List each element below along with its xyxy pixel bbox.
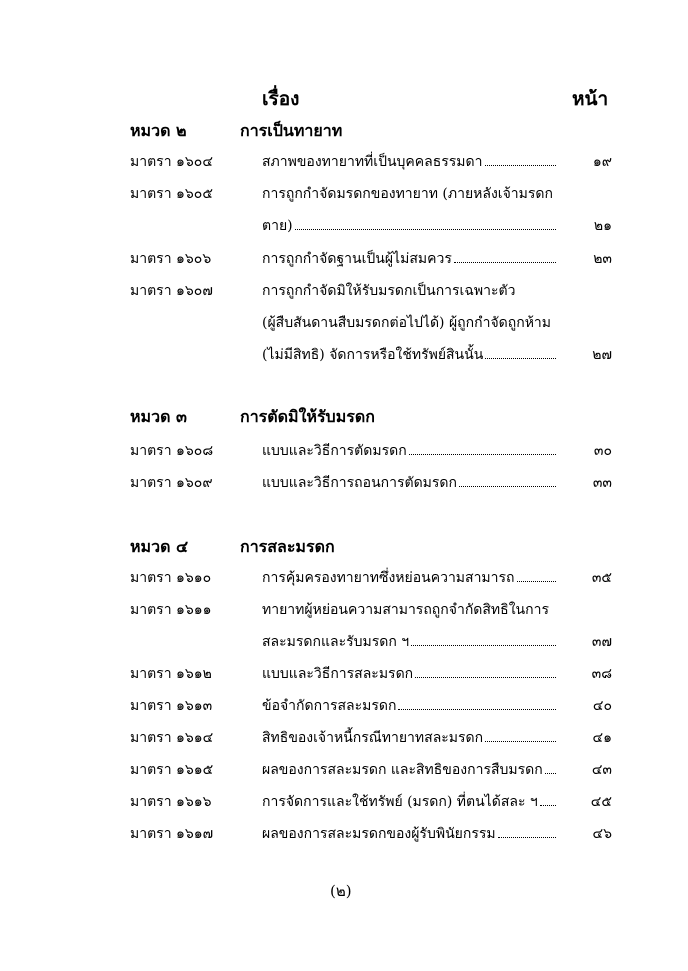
entry-title: สิทธิของเจ้าหนี้กรณีทายาทสละมรดก: [262, 730, 484, 746]
section-number: มาตรา ๑๖๑๕: [130, 762, 214, 778]
toc-line: [262, 727, 556, 749]
page-number: ๔๓: [591, 762, 612, 778]
page-number: ๓๕: [591, 570, 612, 586]
header-page: หน้า: [572, 88, 609, 110]
dot-leader: [485, 729, 556, 742]
toc-line: [262, 759, 556, 781]
page-number: ๔๐: [592, 698, 612, 714]
dot-leader: [485, 346, 556, 359]
chapter-label: หมวด ๔: [130, 537, 189, 556]
toc-line: [262, 791, 556, 813]
entry-title-cont: (ไม่มีสิทธิ) จัดการหรือใช้ทรัพย์สินนั้น: [262, 347, 484, 363]
dot-leader: [459, 474, 556, 487]
dot-leader: [485, 153, 557, 166]
toc-line: [262, 215, 556, 237]
page-number: ๒๓: [593, 251, 612, 267]
section-number: มาตรา ๑๖๐๗: [130, 283, 213, 299]
entry-title: การถูกกำจัดฐานเป็นผู้ไม่สมควร: [262, 251, 452, 267]
toc-line: [262, 567, 556, 589]
section-number: มาตรา ๑๖๑๗: [130, 826, 214, 842]
dot-leader: [540, 793, 556, 806]
page-number: ๔๕: [590, 794, 612, 810]
entry-title-cont: (ผู้สืบสันดานสืบมรดกต่อไปได้) ผู้ถูกกำจัดถูกห้าม: [262, 315, 552, 331]
section-number: มาตรา ๑๖๑๓: [130, 698, 213, 714]
entry-title: ผลของการสละมรดกของผู้รับพินัยกรรม: [262, 826, 496, 842]
toc-line: [262, 631, 556, 653]
entry-title: ทายาทผู้หย่อนความสามารถถูกจำกัดสิทธิในการ: [262, 602, 549, 618]
toc-line: [262, 695, 556, 717]
section-number: มาตรา ๑๖๑๒: [130, 666, 212, 682]
toc-line: [262, 248, 556, 270]
dot-leader: [454, 250, 556, 263]
toc-line: [262, 823, 556, 845]
page-number: ๓๗: [591, 634, 612, 650]
section-number: มาตรา ๑๖๑๖: [130, 794, 212, 810]
entry-title-cont: สละมรดกและรับมรดก ฯ: [262, 634, 410, 650]
dot-leader: [415, 665, 556, 678]
page-number: ๔๖: [592, 826, 612, 842]
dot-leader: [295, 217, 556, 230]
footer-page-number: (๒): [330, 882, 352, 900]
entry-title: ข้อจำกัดการสละมรดก: [262, 698, 397, 714]
chapter-title: การสละมรดก: [240, 537, 335, 556]
section-number: มาตรา ๑๖๑๑: [130, 602, 212, 618]
chapter-title: การตัดมิให้รับมรดก: [240, 407, 375, 426]
section-number: มาตรา ๑๖๐๙: [130, 475, 213, 491]
toc-line: [262, 472, 556, 494]
page-number: ๓๘: [591, 666, 612, 682]
dot-leader: [411, 633, 556, 646]
entry-title: การถูกกำจัดมิให้รับมรดกเป็นการเฉพาะตัว: [262, 283, 516, 299]
dot-leader: [517, 569, 556, 582]
dot-leader: [409, 442, 556, 455]
dot-leader: [398, 697, 556, 710]
entry-title-cont: ตาย): [262, 218, 293, 234]
section-number: มาตรา ๑๖๐๕: [130, 186, 213, 202]
entry-title: ผลของการสละมรดก และสิทธิของการสืบมรดก: [262, 762, 543, 778]
section-number: มาตรา ๑๖๑๐: [130, 570, 212, 586]
dot-leader: [498, 825, 556, 838]
toc-line: [262, 151, 556, 173]
chapter-label: หมวด ๒: [130, 121, 187, 140]
entry-title: สภาพของทายาทที่เป็นบุคคลธรรมดา: [262, 154, 483, 170]
section-number: มาตรา ๑๖๑๔: [130, 730, 214, 746]
header-topic: เรื่อง: [262, 88, 300, 110]
toc-line: [262, 344, 556, 366]
chapter-label: หมวด ๓: [130, 407, 187, 426]
toc-line: [262, 440, 556, 462]
page-number: ๒๑: [593, 218, 612, 234]
chapter-title: การเป็นทายาท: [240, 121, 343, 140]
entry-title: การคุ้มครองทายาทซึ่งหย่อนความสามารถ: [262, 570, 515, 586]
page-number: ๒๗: [592, 347, 612, 363]
section-number: มาตรา ๑๖๐๘: [130, 443, 214, 459]
entry-title: การถูกกำจัดมรดกของทายาท (ภายหลังเจ้ามรดก: [262, 186, 553, 202]
entry-title: แบบและวิธีการสละมรดก: [262, 666, 414, 682]
page-number: ๑๙: [592, 154, 612, 170]
page-number: ๔๑: [592, 730, 612, 746]
section-number: มาตรา ๑๖๐๖: [130, 251, 212, 267]
section-number: มาตรา ๑๖๐๔: [130, 154, 213, 170]
page-number: ๓๐: [593, 443, 612, 459]
entry-title: แบบและวิธีการถอนการตัดมรดก: [262, 475, 457, 491]
dot-leader: [545, 761, 556, 774]
page-number: ๓๓: [592, 475, 612, 491]
entry-title: แบบและวิธีการตัดมรดก: [262, 443, 407, 459]
toc-line: [262, 663, 556, 685]
entry-title: การจัดการและใช้ทรัพย์ (มรดก) ที่ตนได้สละ ฯ: [262, 794, 538, 810]
